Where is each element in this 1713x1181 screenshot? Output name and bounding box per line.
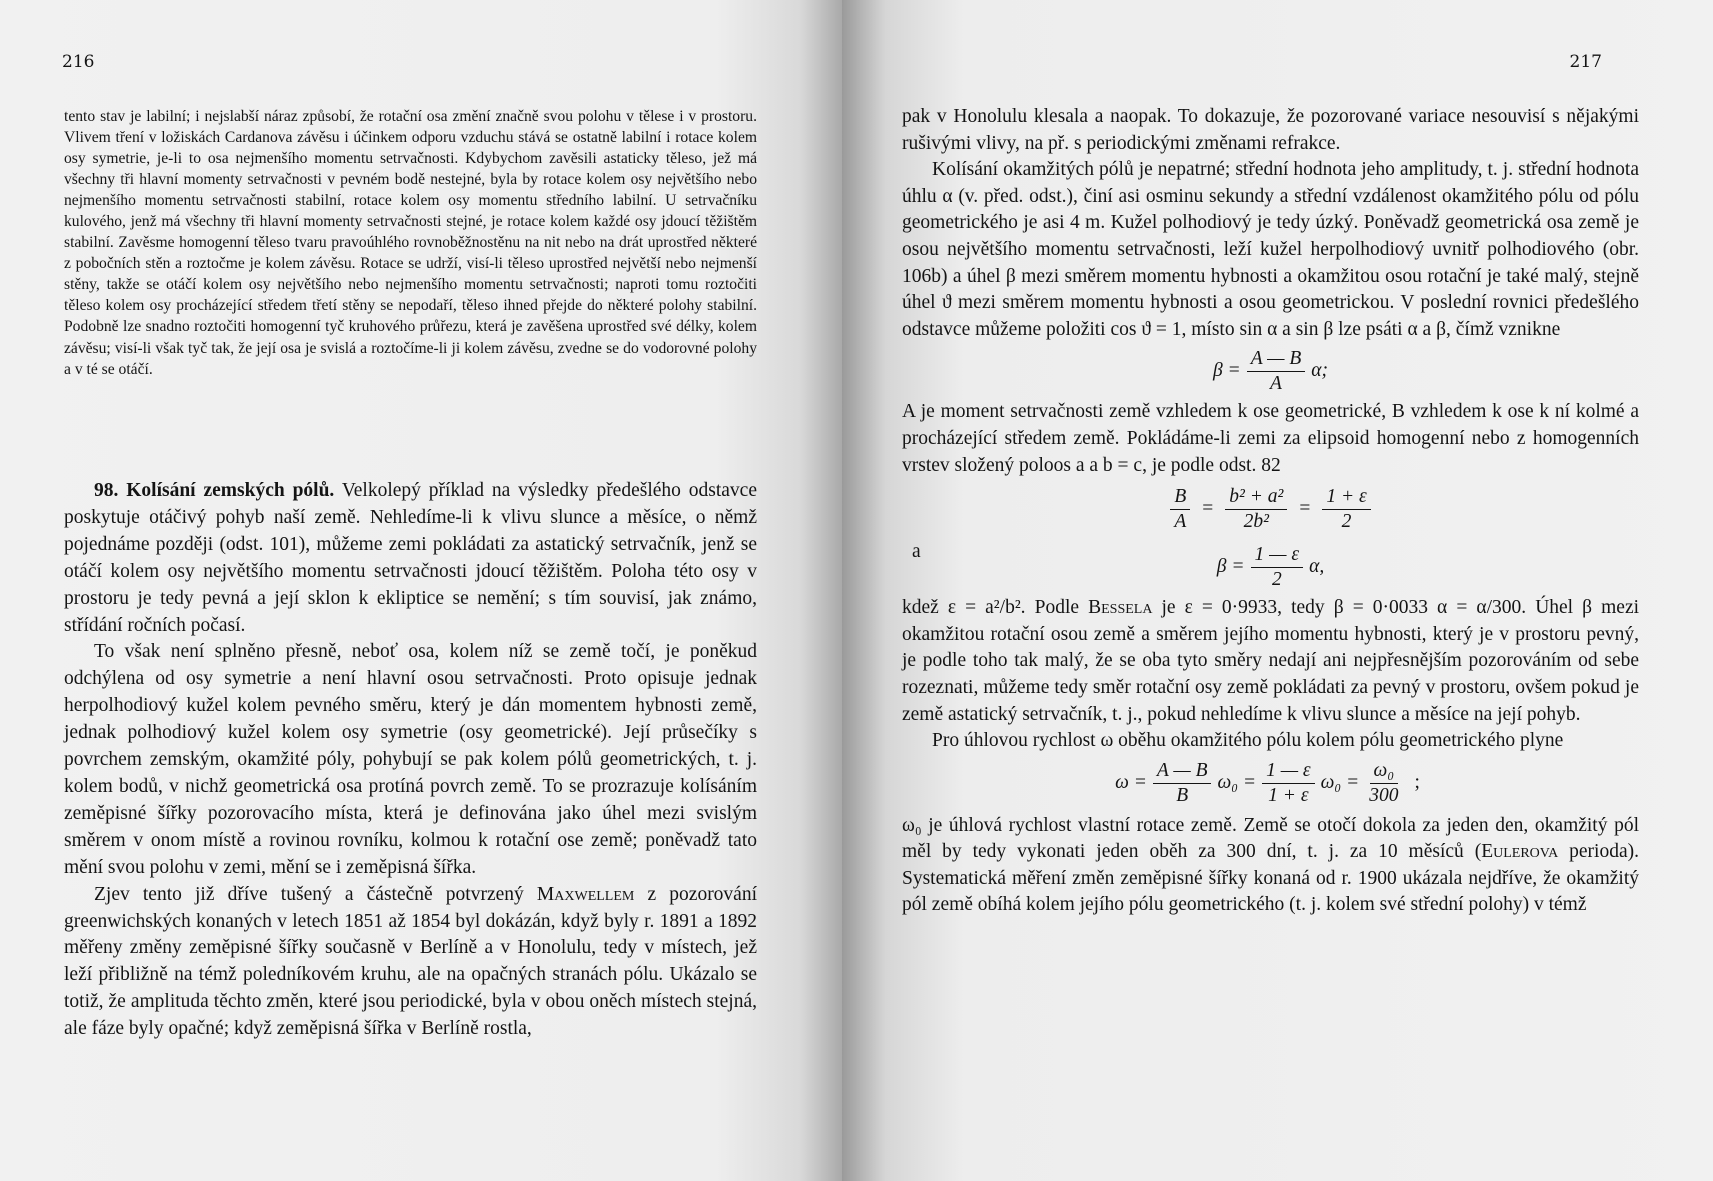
fraction: [1153, 760, 1212, 807]
equation-term: ω =: [1115, 772, 1147, 794]
fraction: [1247, 348, 1306, 395]
paragraph: To však není splněno přesně, neboť osa, kolem níž se země točí, je poněkud odchýlena od osy symetrie a není hlavní osou setrvačnosti. Proto opisuje jednak herpolhodiový kužel kolem pevného směru, který je dán momentem hybnosti země, jednak polhodiový kužel kolem osy symetrie (osy geometrické). Její průsečíky s povrchem zemským, okamžité póly, pohybují se pak kolem pólů geometrických, t. j. kolem bodů, v nichž geometrická osa protíná povrch země. To se prozrazuje kolísáním zeměpisné šířky pozorovacího místa, která je definována jako úhel mezi svislým směrem v onom místě a rovinou rovníku, kolmou k rotační ose země; poněvadž tato mění svou polohu v zemi, mění se i zeměpisná šířka.: [64, 641, 757, 878]
denominator: A: [1174, 510, 1187, 532]
equals-sign: =: [1299, 497, 1311, 519]
equation-term: α,: [1309, 555, 1325, 577]
equals-sign: =: [1202, 497, 1214, 519]
fraction: [1170, 486, 1190, 533]
paragraph: A je moment setrvačnosti země vzhledem k ose geometrické, B vzhledem k ose k ní kolmé a procházející středem země. Pokládáme-li zemi za elipsoid homogenní nebo z homogenních vrstev složený poloos a a b = c, je podle odst. 82: [902, 401, 1639, 476]
fraction: [1225, 486, 1287, 533]
section-heading: 98. Kolísání zemských pólů.: [94, 480, 335, 501]
equation-term: β =: [1216, 555, 1245, 577]
paragraph-text: z pozorování greenwichských konaných v letech 1851 až 1854 byl dokázán, když byly r. 1891 a 1892 měřeny změny zeměpisné šířky současně v Berlíně a v Honolulu, tedy v místech, jež leží přibližně na témž poledníkovém kruhu, ale na opačných stranách pólu. Ukázalo se totiž, že amplituda těchto změn, které jsou periodické, byla v obou oněch místech stejná, ale fáze byly opačné; když zeměpisná šířka v Berlíně rostla,: [64, 883, 758, 1040]
author-name: Bessela: [1088, 597, 1153, 619]
equation: [902, 479, 1639, 539]
denominator: 2b²: [1243, 510, 1269, 532]
paragraph-text: perioda). Systematická měření změn zeměpisné šířky konaná od r. 1900 ukázala nejdříve, že okamžitý pól země obíhá kolem jejího pólu geometrického (t. j. kolem své střední polohy) v témž: [902, 841, 1639, 916]
paragraph: Pro úhlovou rychlost ω oběhu okamžitého pólu kolem pólu geometrického plyne: [932, 730, 1564, 752]
paragraph: pak v Honolulu klesala a naopak. To dokazuje, že pozorované variace nesouvisí s nějakými rušivými vlivy, na př. s periodickými změnami refrakce.: [902, 106, 1639, 154]
numerator: ω₀: [1370, 760, 1399, 784]
denominator: B: [1176, 785, 1189, 807]
denominator: 1 + ε: [1268, 785, 1309, 807]
equation: [902, 755, 1639, 813]
author-name: Eulerova: [1481, 841, 1559, 863]
equation-term: ω₀ =: [1320, 772, 1360, 794]
page-number: 216: [62, 52, 95, 72]
paragraph: [64, 882, 757, 1043]
numerator: A — B: [1247, 348, 1306, 372]
denominator: 2: [1271, 568, 1282, 590]
paragraph-text: kdež ε = a²/b². Podle: [902, 597, 1080, 619]
denominator: 300: [1369, 785, 1399, 807]
denominator: 2: [1341, 510, 1352, 532]
conjunction: a: [912, 541, 921, 563]
paragraph-text: Velkolepý příklad na výsledky předešlého odstavce poskytuje otáčivý pohyb naší země. Nehledíme-li k vlivu slunce a měsíce, o němž pojednáme později (odst. 101), můžeme zemi pokládati za astatický setrvačník, jenž se otáčí kolem osy největšího momentu setrvačnosti jdoucí těžištěm. Poloha této osy v prostoru je tedy pevná a její sklon k ekliptice se nemění; s tím souvisí, jak známo, střídání ročních počasí.: [64, 480, 757, 636]
paragraph: [902, 595, 1639, 728]
equation: [902, 343, 1639, 399]
numerator: A — B: [1153, 760, 1212, 784]
paragraph-text: je ε = 0·9933, tedy β = 0·0033 α = α/300. Úhel β mezi okamžitou rotační osou země a směrem jejího momentu hybnosti, který je v prostoru pevný, je podle toho tak malý, že se oba tyto směry nedají ani nejpřesnějším pozorováním od sebe rozeznati, můžeme tedy směr rotační osy země pokládati za pevný v prostoru, ovšem pokud je země astatický setrvačník, t. j., pokud nehledíme k vlivu slunce a měsíce na její pohyb.: [902, 597, 1640, 725]
equation-term: ;: [1414, 772, 1420, 794]
paragraph-text: ω₀ je úhlová rychlost vlastní rotace země. Země se otočí dokola za jeden den, okamžitý pól měl by tedy vykonati jeden oběh za 300 dní, t. j. za 10 měsíců (: [902, 814, 1639, 863]
equation-term: ω₀ =: [1217, 772, 1257, 794]
fraction: [1322, 486, 1370, 533]
numerator: 1 — ε: [1262, 760, 1315, 784]
equation-term: α;: [1311, 360, 1329, 382]
author-name: Maxwellem: [536, 883, 635, 905]
paragraph: Kolísání okamžitých pólů je nepatrné; střední hodnota jeho amplitudy, t. j. střední hodnota úhlu α (v. před. odst.), činí asi osminu sekundy a střední vzdálenost okamžitého pólu od pólu geometrického je asi 4 m. Kužel polhodiový je tedy úzký. Poněvadž geometrická osa země je osou největšího momentu setrvačnosti, leží kužel herpolhodiový uvnitř polhodiového (obr. 106b) a úhel β mezi směrem momentu hybnosti a okamžitou osou rotační je také malý, stejně úhel ϑ mezi směrem momentu hybnosti a osou geometrickou. V poslední rovnici předešlého odstavce můžeme položiti cos ϑ = 1, místo sin α a sin β lze psáti α a β, čímž vznikne: [902, 159, 1639, 340]
page-number: 217: [1569, 52, 1602, 72]
paragraph: tento stav je labilní; i nejslabší náraz způsobí, že rotační osa změní značně svou polohu v tělese i v prostoru. Vlivem tření v ložiskách Cardanova závěsu i účinkem odporu vzduchu stává se ostatně labilní i rotace kolem osy symetrie, je-li to osa nejmenšího momentu setrvačnosti. Kdybychom zavěsili astaticky těleso, jež má všechny tři hlavní momenty setrvačnosti v pevném bodě nestejné, byla by rotace kolem osy největšího nebo nejmenšího momentu setrvačnosti stabilní, rotace kolem osy momentu středního labilní. U setrvačníku kulového, jenž má všechny tři hlavní momenty setrvačnosti stejné, je rotace kolem každé osy jdoucí těžištěm stabilní. Zavěsme homogenní těleso tvaru pravoúhlého rovnoběžnostěnu na nit nebo na drát uprostřed některé z pobočních stěn a roztočme je kolem závěsu. Rotace se udrží, visí-li těleso uprostřed největší nebo nejmenší stěny, takže se otáčí kolem osy největšího nebo nejmenšího momentu setrvačnosti; naproti tomu roztočiti těleso kolem osy procházející středem třetí stěny se nepodaří, těleso ihned přejde do některé polohy stabilní. Podobně lze snadno roztočiti homogenní tyč kruhového průřezu, která je zavěšena uprostřed své délky, kolem závěsu; visí-li však tyč tak, že její osa je svislá a roztočíme-li ji kolem závěsu, zvedne se do vodorovné polohy a v té se otáčí.: [64, 108, 757, 378]
main-text: [64, 478, 757, 1043]
numerator: B: [1170, 486, 1190, 510]
equation-term: β =: [1212, 360, 1241, 382]
section-paragraph: [64, 478, 757, 639]
numerator: 1 + ε: [1322, 486, 1370, 510]
right-page: [842, 0, 1713, 1181]
small-print-paragraph: [64, 106, 757, 380]
fraction: [1365, 760, 1402, 807]
numerator: 1 — ε: [1251, 544, 1304, 568]
paragraph: [902, 813, 1639, 919]
fraction: [1262, 760, 1315, 807]
left-page: [0, 0, 842, 1181]
denominator: A: [1270, 372, 1282, 394]
main-text: [902, 104, 1639, 919]
paragraph-text: Zjev tento již dříve tušený a částečně potvrzený: [94, 883, 524, 905]
fraction: [1251, 544, 1304, 591]
equation: [902, 539, 1639, 595]
numerator: b² + a²: [1225, 486, 1287, 510]
